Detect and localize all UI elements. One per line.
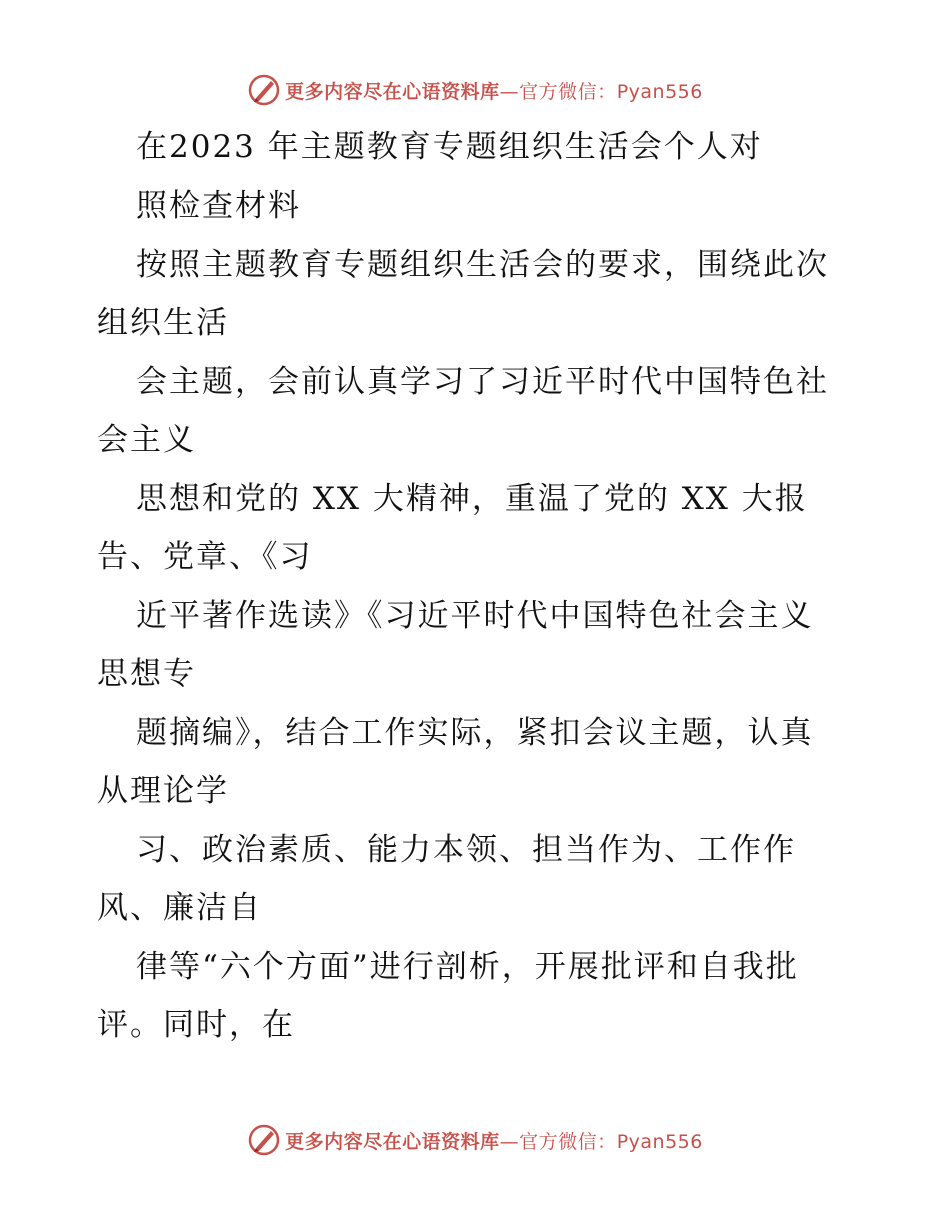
watermark-text	[285, 1127, 703, 1154]
watermark-wechat-id: Pyan556	[616, 80, 703, 103]
paragraph-line: 评。同时，在	[97, 1007, 295, 1043]
paragraph-line: 思想专	[97, 656, 196, 692]
paragraph-line: 律等“六个方面”进行剖析，开展批评和自我批	[136, 949, 799, 985]
footer-watermark	[0, 1120, 950, 1160]
paragraph-line: 思想和党的 XX 大精神，重温了党的 XX 大报	[136, 481, 808, 517]
watermark-dash: —	[499, 80, 520, 103]
paragraph-line: 告、党章、《习	[97, 539, 313, 575]
watermark-site-text: 更多内容尽在心语资料库	[285, 80, 500, 103]
watermark-text	[285, 77, 703, 104]
paragraph-line: 组织生活	[97, 305, 229, 341]
paragraph-line: 从理论学	[97, 773, 229, 809]
watermark-wechat-label: 官方微信：	[519, 1130, 617, 1153]
paragraph-line: 会主题，会前认真学习了习近平时代中国特色社	[136, 364, 829, 400]
paragraph-line: 习、政治素质、能力本领、担当作为、工作作	[136, 832, 796, 868]
watermark-dash: —	[499, 1130, 520, 1153]
paragraph-line: 题摘编》，结合工作实际，紧扣会议主题，认真	[136, 715, 814, 751]
paragraph-line: 风、廉洁自	[97, 890, 262, 926]
paragraph-line: 近平著作选读》《习近平时代中国特色社会主义	[136, 598, 814, 634]
watermark-wechat-label: 官方微信：	[519, 80, 617, 103]
paragraph-line: 按照主题教育专题组织生活会的要求，围绕此次	[136, 247, 829, 283]
watermark-site-text: 更多内容尽在心语资料库	[285, 1130, 500, 1153]
pen-logo-icon	[247, 1123, 281, 1157]
title-line-2: 照检查材料	[136, 188, 301, 224]
title-line-1: 在2023 年主题教育专题组织生活会个人对	[136, 129, 763, 165]
watermark-wechat-id: Pyan556	[616, 1130, 703, 1153]
pen-logo-icon	[247, 73, 281, 107]
paragraph-line: 会主义	[97, 422, 196, 458]
header-watermark	[0, 70, 950, 110]
